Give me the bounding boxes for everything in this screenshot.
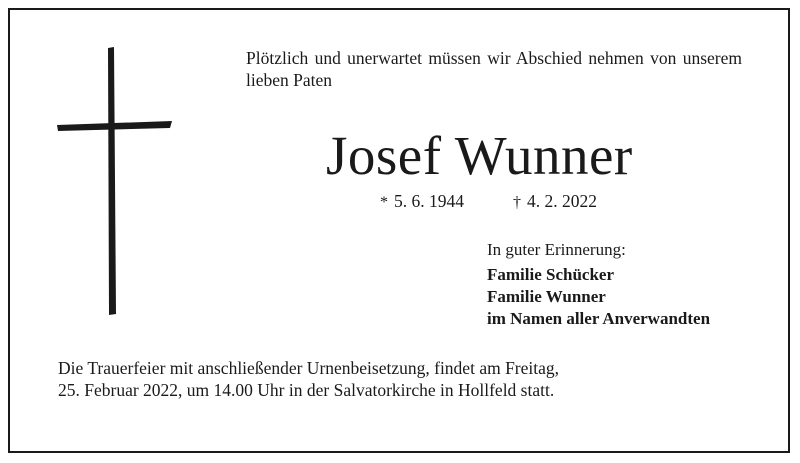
mourner-relatives: im Namen aller Anverwandten bbox=[487, 309, 711, 328]
death-date bbox=[513, 190, 597, 214]
mourner-list bbox=[487, 264, 710, 330]
deceased-name: Josef Wunner bbox=[326, 125, 633, 186]
death-dagger-icon: † bbox=[513, 194, 521, 211]
mourner-family-1: Familie Schücker bbox=[487, 265, 615, 284]
mourner-family-2: Familie Wunner bbox=[487, 287, 606, 306]
intro-text: Plötzlich und unerwartet müssen wir Abschied nehmen von unserem lieben Paten bbox=[246, 48, 742, 90]
memory-intro: In guter Erinnerung: bbox=[487, 240, 626, 259]
birth-star-icon: * bbox=[380, 194, 388, 211]
ceremony-details bbox=[58, 357, 559, 401]
death-date-value: 4. 2. 2022 bbox=[527, 191, 597, 211]
ceremony-line-2: 25. Februar 2022, um 14.00 Uhr in der Salvatorkirche in Hollfeld statt. bbox=[58, 380, 555, 400]
birth-date bbox=[380, 190, 464, 214]
ceremony-line-1: Die Trauerfeier mit anschließender Urnenbeisetzung, findet am Freitag, bbox=[58, 358, 560, 378]
birth-date-value: 5. 6. 1944 bbox=[394, 191, 464, 211]
